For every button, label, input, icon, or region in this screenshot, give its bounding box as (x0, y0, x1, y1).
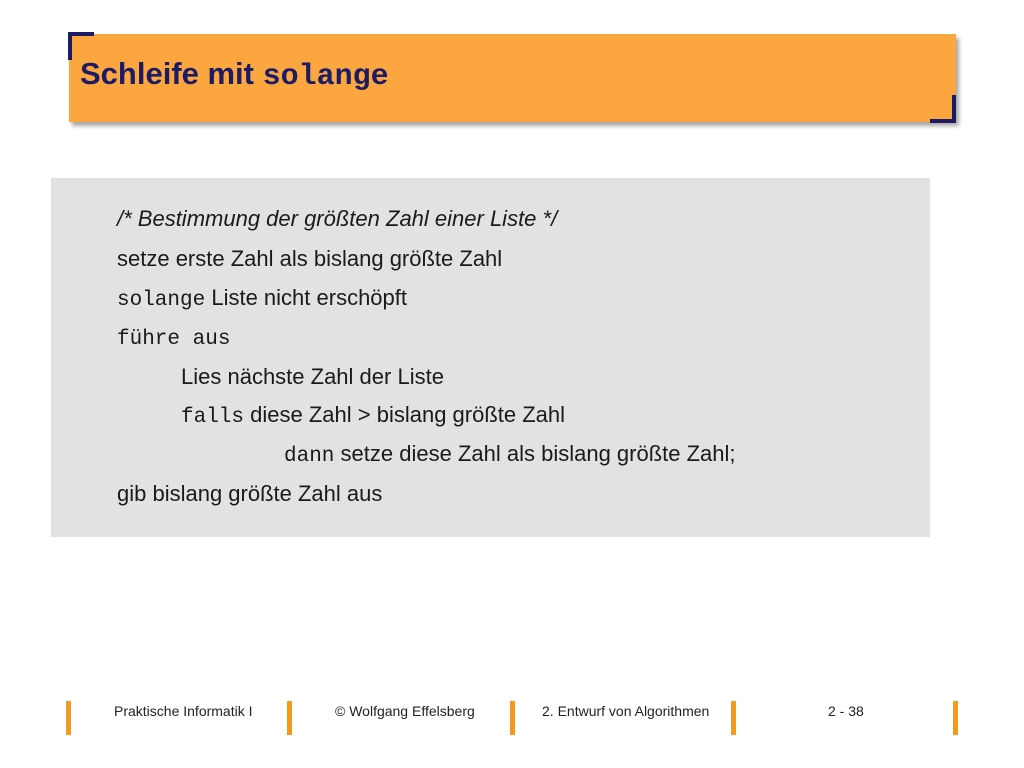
footer-divider (287, 701, 292, 735)
corner-mark-bottom-right-vertical (952, 95, 956, 123)
footer-chapter: 2. Entwurf von Algorithmen (542, 703, 710, 719)
code-line-if (181, 402, 565, 429)
title-prefix: Schleife mit (80, 56, 254, 91)
keyword-falls: falls (181, 406, 245, 429)
init-text: setze erste Zahl als bislang größte Zahl (117, 246, 503, 271)
keyword-fuehre-aus: führe aus (117, 328, 231, 351)
slide-title (80, 56, 389, 94)
footer-page-number: 2 - 38 (828, 703, 864, 719)
while-condition-text: Liste nicht erschöpft (211, 285, 408, 310)
footer-author: © Wolfgang Effelsberg (335, 703, 475, 719)
code-line-read (181, 364, 444, 390)
footer-divider (510, 701, 515, 735)
corner-mark-top-left-vertical (68, 32, 72, 60)
then-text: setze diese Zahl als bislang größte Zahl; (340, 441, 736, 466)
keyword-solange: solange (117, 289, 206, 312)
comment-text: /* Bestimmung der größten Zahl einer Liste */ (117, 206, 558, 231)
code-comment-line (117, 206, 557, 232)
keyword-dann: dann (284, 445, 335, 468)
code-line-then (284, 441, 736, 468)
footer-course: Praktische Informatik I (114, 703, 253, 719)
title-keyword: solange (262, 60, 389, 94)
read-text: Lies nächste Zahl der Liste (181, 364, 444, 389)
output-text: gib bislang größte Zahl aus (117, 481, 383, 506)
code-line-output (117, 481, 382, 507)
code-line-do (117, 324, 230, 351)
footer-divider (731, 701, 736, 735)
footer-divider (66, 701, 71, 735)
footer-divider (953, 701, 958, 735)
if-condition-text: diese Zahl > bislang größte Zahl (250, 402, 566, 427)
code-line-init (117, 246, 502, 272)
code-line-while (117, 285, 407, 312)
